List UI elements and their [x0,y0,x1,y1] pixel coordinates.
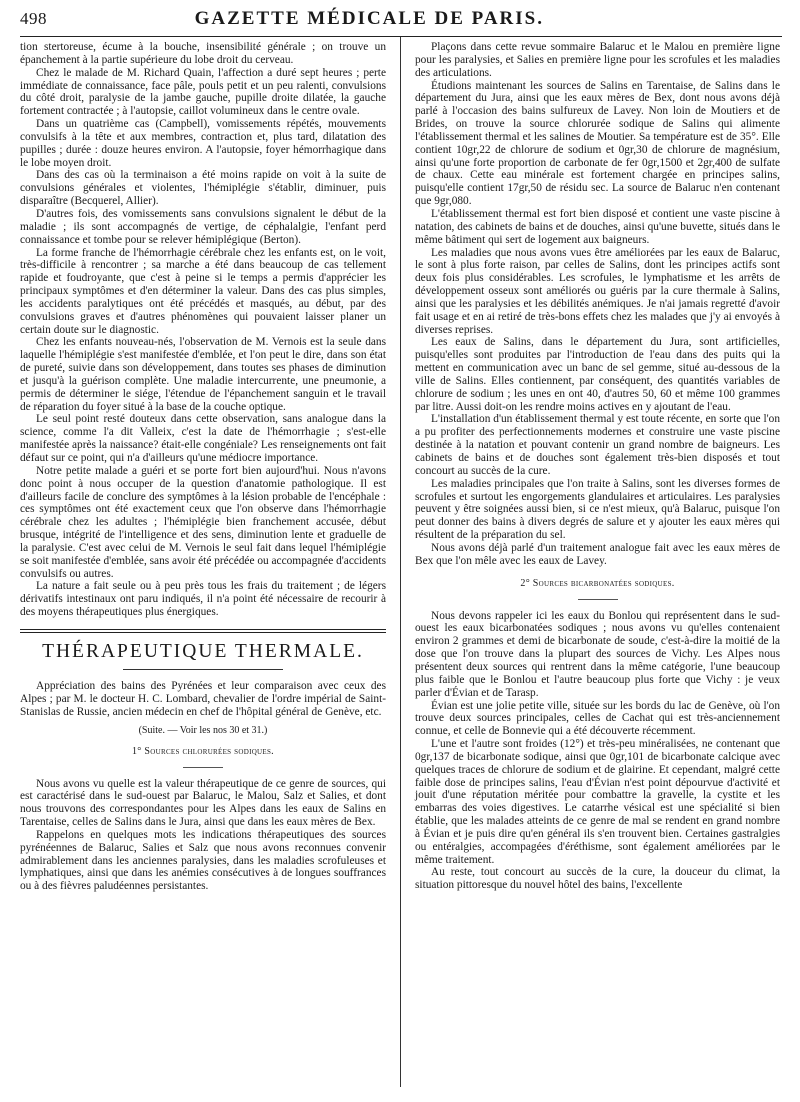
paragraph: Au reste, tout concourt au succès de la cure, la douceur du climat, la situation pittoresque du nouvel hôtel des bains, l'excellente [415,866,780,892]
paragraph: tion stertoreuse, écume à la bouche, insensibilité générale ; on trouve un épanchement à la partie supérieure du lobe droit du cerveau. [20,41,386,66]
paragraph: Nous devons rappeler ici les eaux du Bonlou qui représentent dans le sud-ouest les eaux bicarbonatées sodiques ; nous avons vu qu'elles contenaient environ 2 grammes et demi de bicarbonate de soude, c'est-à-dire la moitié de la dose que l'on trouve dans la plupart des sources de Vichy. Les Alpes nous présentent deux sources qui rentrent dans la même catégorie, l'une beaucoup plus faible que le Bonlou et l'autre beaucoup plus forte que Vichy : je veux parler d'Évian et de Tarasp. [415,609,780,699]
paragraph: Étudions maintenant les sources de Salins en Tarentaise, de Salins dans le département du Jura, ainsi que les eaux mères de Bex, dont nous avons déjà parlé à l'occasion des bains sulfureux de Lavey. Non loin de Moutiers et de Brides, on trouve la source chlorurée sodique de Salins qui alimente l'établissement thermal et les salines de Moutier. Sa température est de 35°. Elle contient 10gr,22 de chlorure de sodium et 0gr,30 de chlorure de magnésium, ainsi qu'une forte proportion de carbonate de fer 0gr,1500 et 2gr,400 de sulfate de chaux. Cette eau minérale est fortement chargée en principes salins, puisqu'elle contient 17gr,50 de résidu sec. La source de Balaruc n'en contenant que 9gr,080. [415,79,780,208]
paragraph: Rappelons en quelques mots les indications thérapeutiques des sources pyrénéennes de Balaruc, Salies et Salz que nous avons reconnues convenir admirablement dans les anciennes paralysies, dans les maladies scrofuleuses et lymphatiques, ainsi que dans les anémies consécutives à de longues souffrances ou à des fièvres paludéennes persistantes. [20,828,386,893]
section-divider [20,629,386,633]
paragraph: L'établissement thermal est fort bien disposé et contient une vaste piscine à natation, des cabinets de bains et de douches, ainsi qu'une buvette, situés dans le même bâtiment qui sert de logement aux baigneurs. [415,207,780,246]
paragraph: La nature a fait seule ou à peu près tous les frais du traitement ; de légers dérivatifs intestinaux ont paru indiqués, il n'a point été nécessaire de recourir à des moyens thérapeutiques plus énergiques. [20,580,386,619]
subheading-rule [183,767,223,768]
paragraph: L'installation d'un établissement thermal y est toute récente, en sorte que l'on a pu profiter des perfectionnements modernes et construire une vaste piscine destinée à la natation et pouvant contenir un grand nombre de baigneurs. Les cabinets de bains et de douches sont également très-bien disposés et tout concourt au succès de la cure. [415,413,780,477]
subheading: 1° Sources chlorurées sodiques. [132,745,274,757]
paragraph: Notre petite malade a guéri et se porte fort bien aujourd'hui. Nous n'avons donc point à nous occuper de la question d'anatomie pathologique. Il est d'ailleurs facile de conclure des symptômes à la lésion probable de l'encéphale : ces symptômes ont été exactement ceux que l'on observe dans l'hémorrhagie cérébrale chez les adultes ; l'hémiplégie bien franchement accusée, début brusque, intégrité de l'intelligence et des sens, diminution lente et graduelle de la paralysie. C'est avec celui de M. Vernois le seul fait dans lequel l'hémiplégie se soit manifestée d'emblée, sans avoir été précédée ou accompagnée d'accidents convulsifs ou autres. [20,464,386,580]
continuation-note: (Suite. — Voir les nos 30 et 31.) [138,724,268,736]
paragraph: Chez le malade de M. Richard Quain, l'affection a duré sept heures ; perte immédiate de connaissance, face pâle, pouls petit et un peu ralenti, convulsions du côté droit, paralysie de la jambe gauche, pupille droite dilatée, la gauche fortement contractée ; à l'autopsie, caillot volumineux dans le centre ovale. [20,66,386,118]
right-column [400,37,780,1087]
paragraph: Évian est une jolie petite ville, située sur les bords du lac de Genève, où l'on trouve deux sources principales, celles de Cachat qui est très-anciennement connue, et celle de Bonnevie qui a été découverte récemment. [415,699,780,738]
paragraph: Nous avons déjà parlé d'un traitement analogue fait avec les eaux mères de Bex que l'on mêle avec les eaux de Lavey. [415,541,780,567]
journal-title: GAZETTE MÉDICALE DE PARIS. [194,8,544,29]
paragraph: Dans des cas où la terminaison a été moins rapide on voit à la suite de convulsions générales et violentes, l'hémiplégie s'établir, diminuer, puis disparaître (Becquerel, Allier). [20,169,386,208]
paragraph: Dans un quatrième cas (Campbell), vomissements répétés, mouvements convulsifs à la tête et aux membres, contraction et, plus tard, dilatation des pupilles ; durée : douze heures environ. A l'autopsie, foyer hémorrhagique dans le lobe moyen droit. [20,118,386,169]
paragraph: Le seul point resté douteux dans cette observation, sans analogue dans la science, comme l'a dit Valleix, c'est la date de l'hémorrhagie ; s'est-elle manifestée après la naissance? était-elle congéniale? Les renseignements ont fait défaut sur ce point, qui n'a d'ailleurs qu'une médiocre importance. [20,413,386,464]
paragraph: Chez les enfants nouveau-nés, l'observation de M. Vernois est la seule dans laquelle l'hémiplégie s'est manifestée d'emblée, et l'on peut le dire, dans son état de pureté, suivie dans son développement, dans toutes ses phases de diminution et jusqu'à la guérison complète. Une maladie intercurrente, une pneumonie, a permis de déterminer le siége, l'étendue de l'épanchement sanguin et le travail de réparation du foyer situé à la base de la couche optique. [20,336,386,413]
paragraph: D'autres fois, des vomissements sans convulsions signalent le début de la maladie ; ils sont accompagnés de vertige, de céphalalgie, l'enfant perd connaissance et tombe pour se relever hémiplégique (Berton). [20,207,386,246]
paragraph: Les eaux de Salins, dans le département du Jura, sont artificielles, puisqu'elles sont produites par l'introduction de l'eau dans des puits qui la mettent en communication avec un banc de sel gemme, situé au-dessous de la ville de Salins. Elles contiennent, par conséquent, des quantités variables de chlorure de sodium ; les unes en ont 40, d'autres 50, 60 et même 100 grammes par litre. Aussi doit-on les rendre moins actives en y ajoutant de l'eau. [415,336,780,413]
section-title-rule [123,669,283,670]
subheading: 2° Sources bicarbonatées sodiques. [520,577,675,589]
paragraph: La forme franche de l'hémorrhagie cérébrale chez les enfants est, on le voit, très-difficile à rencontrer ; sa marche a été dans beaucoup de cas tellement rapide et foudroyante, que c'est à peine si le temps a permis d'apprécier les principaux symptômes et d'en déterminer la valeur. Dans des cas plus simples, les accidents paralytiques ont été précédés et masqués, au début, par des convulsions graves et d'autres phénomènes qui pouvaient laisser planer un certain doute sur le diagnostic. [20,246,386,336]
page-number: 498 [20,9,47,28]
subheading-rule [578,599,618,600]
paragraph: Plaçons dans cette revue sommaire Balaruc et le Malou en première ligne pour les paralysies, et Salies en première ligne pour les scrofules et les maladies des articulations. [415,41,780,79]
article-heading: Appréciation des bains des Pyrénées et leur comparaison avec ceux des Alpes ; par M. le docteur H. C. Lombard, chevalier de l'ordre impérial de Saint-Stanislas de Russie, ancien médecin en chef de l'hôpital général de Genève, etc. [20,679,386,718]
paragraph: Les maladies que nous avons vues être améliorées par les eaux de Balaruc, le sont à plus forte raison, par celles de Salins, dont les principes actifs sont deux fois plus considérables. Les scrofules, le lymphatisme et les arrêts de développement osseux sont améliorés ou guéris par la cure thermale à Salins, ainsi que les paralysies et les débilités anémiques. Je n'ai jamais regretté d'avoir fait usage et en ai retiré de très-bons effets chez les malades que j'y ai envoyés à diverses reprises. [415,246,780,336]
page-header [20,8,782,37]
paragraph: Nous avons vu quelle est la valeur thérapeutique de ce genre de sources, qui est caractérisé dans le sud-ouest par Balaruc, le Malou, Salz et Salies, et dont nous trouvons des correspondantes pour les Alpes dans les eaux de Salins en Tarentaise, celles de Salins dans le Jura, ainsi que dans les eaux mères de Bex. [20,777,386,829]
text-columns [20,37,782,1087]
paragraph: Les maladies principales que l'on traite à Salins, sont les diverses formes de scrofules et surtout les engorgements glandulaires et articulaires. Les paralysies peuvent y être soignées aussi bien, si ce n'est mieux, qu'à Balaruc, puisque l'on peut donner des bains à divers degrés de salure et y ajouter les eaux mères qui résultent de la préparation du sel. [415,477,780,542]
left-column [20,37,400,1087]
paragraph: L'une et l'autre sont froides (12°) et très-peu minéralisées, ne contenant que 0gr,137 de bicarbonate sodique, ainsi que 0gr,101 de bicarbonate calcique avec quelques traces de chlorure de sodium et de glairine. Et cependant, malgré cette faible dose de principes salins, l'eau d'Évian n'est point dépourvue d'activité et jouit d'une réputation méritée pour combattre la gravelle, la cystite et les embarras des voies digestives. Le catarrhe vésical est une spécialité si bien établie, que les malades atteints de ce genre de mal se rendent en grand nombre à Évian et je puis dire qu'en général ils s'en trouvent bien. Certaines gastralgies ou entéralgies, accompagées d'éréthisme, sont également améliorées par le même traitement. [415,738,780,866]
section-title: THÉRAPEUTIQUE THERMALE. [42,640,364,662]
